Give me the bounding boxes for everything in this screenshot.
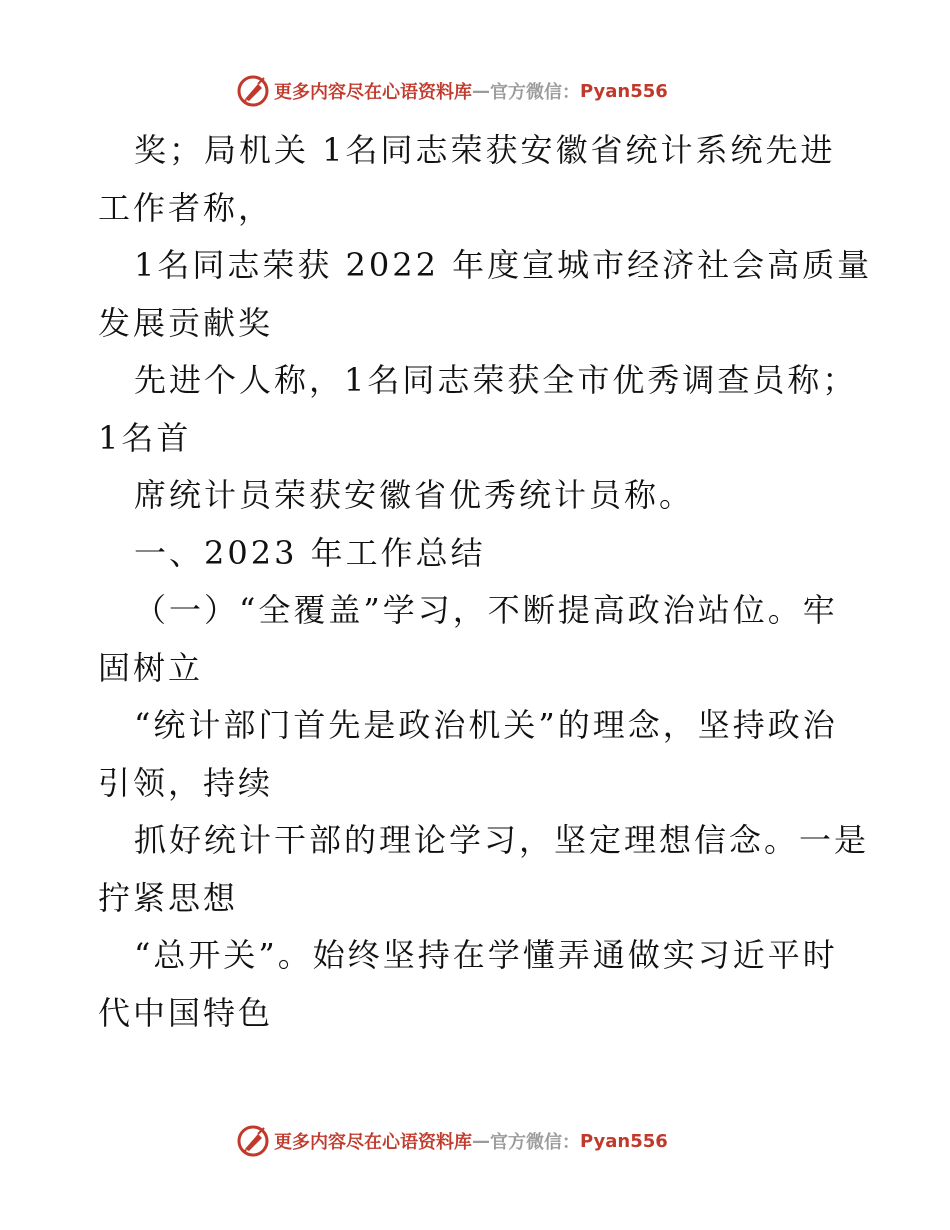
watermark-brand: 更多内容尽在心语资料库 <box>274 82 472 103</box>
text-line: 引领，持续 <box>98 763 274 802</box>
document-body <box>98 122 873 1042</box>
header-watermark <box>236 74 668 108</box>
text-line: 发展贡献奖 <box>98 303 274 342</box>
text-line: “总开关”。始终坚持在学懂弄通做实习近平时 <box>134 936 838 974</box>
pen-nib-logo-icon <box>236 1124 270 1158</box>
watermark-separator: — <box>472 1130 490 1152</box>
text-line: 工作者称， <box>98 188 274 227</box>
watermark-brand: 更多内容尽在心语资料库 <box>274 1132 472 1153</box>
text-line: 1名同志荣获 2022 年度宣城市经济社会高质量 <box>134 246 873 284</box>
watermark-wechat-label: 官方微信： <box>490 82 580 103</box>
watermark-wechat-id: Pyan556 <box>580 80 668 102</box>
text-line: 拧紧思想 <box>98 878 239 917</box>
pen-nib-logo-icon <box>236 74 270 108</box>
section-heading: 一、2023 年工作总结 <box>134 533 486 572</box>
text-line: 奖；局机关 1名同志荣获安徽省统计系统先进 <box>134 131 836 169</box>
text-line: （一）“全覆盖”学习，不断提高政治站位。牢 <box>134 591 838 629</box>
text-line: 先进个人称，1名同志荣获全市优秀调查员称； <box>134 361 858 399</box>
watermark-wechat-id: Pyan556 <box>580 1130 668 1152</box>
watermark-separator: — <box>472 80 490 102</box>
text-line: “统计部门首先是政治机关”的理念，坚持政治 <box>134 706 838 744</box>
text-line: 席统计员荣获安徽省优秀统计员称。 <box>134 476 695 514</box>
text-line: 代中国特色 <box>98 993 274 1032</box>
watermark-wechat-label: 官方微信： <box>490 1132 580 1153</box>
text-line: 抓好统计干部的理论学习，坚定理想信念。一是 <box>134 821 870 859</box>
text-line: 1名首 <box>98 418 192 457</box>
text-line: 固树立 <box>98 648 204 687</box>
footer-watermark <box>236 1124 668 1158</box>
